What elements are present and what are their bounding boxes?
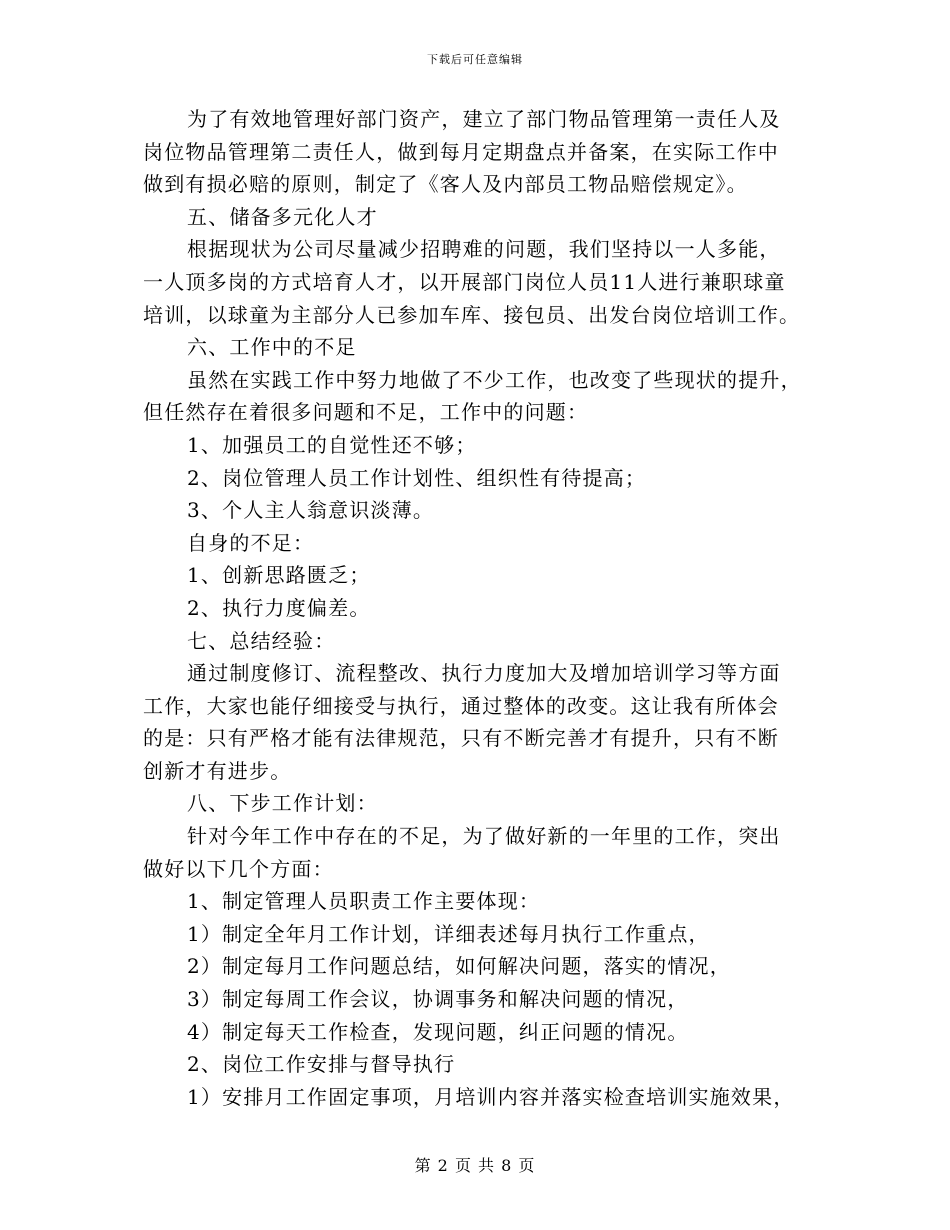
document-body <box>143 103 808 1113</box>
text-line: 针对今年工作中存在的不足，为了做好新的一年里的工作，突出 <box>187 824 781 849</box>
section-heading: 六、工作中的不足 <box>187 335 357 360</box>
text-line: 虽然在实践工作中努力地做了不少工作，也改变了些现状的提升， <box>187 367 802 392</box>
text-line: 一人顶多岗的方式培育人才，以开展部门岗位人员11人进行兼职球童 <box>143 269 786 294</box>
list-item: 2）制定每月工作问题总结，如何解决问题，落实的情况， <box>187 954 731 979</box>
list-item: 3）制定每周工作会议，协调事务和解决问题的情况， <box>187 987 689 1012</box>
text-line: 岗位物品管理第二责任人，做到每月定期盘点并备案，在实际工作中 <box>143 139 779 164</box>
page-footer: 第 2 页 共 8 页 <box>414 1156 536 1175</box>
text-line: 自身的不足： <box>187 530 315 555</box>
text-line: 做好以下几个方面： <box>143 856 334 881</box>
list-item: 1、加强员工的自觉性还不够； <box>187 432 477 457</box>
text-line: 做到有损必赔的原则，制定了《客人及内部员工物品赔偿规定》。 <box>143 172 748 197</box>
text-line: 通过制度修订、流程整改、执行力度加大及增加培训学习等方面 <box>187 661 781 686</box>
text-line: 工作，大家也能仔细接受与执行，通过整体的改变。这让我有所体会 <box>143 693 779 718</box>
list-item: 1、制定管理人员职责工作主要体现： <box>187 889 541 914</box>
list-item: 3、个人主人翁意识淡薄。 <box>187 498 435 523</box>
text-line: 为了有效地管理好部门资产，建立了部门物品管理第一责任人及 <box>187 107 781 131</box>
list-item: 2、岗位工作安排与督导执行 <box>187 1052 456 1077</box>
text-line: 培训，以球童为主部分人已参加车库、接包员、出发台岗位培训工作。 <box>143 302 801 327</box>
text-line: 创新才有进步。 <box>143 758 292 783</box>
list-item: 2、岗位管理人员工作计划性、组织性有待提高； <box>187 465 647 490</box>
text-line: 但任然存在着很多问题和不足，工作中的问题： <box>143 400 589 425</box>
section-heading: 七、总结经验： <box>187 628 336 653</box>
section-heading: 五、储备多元化人才 <box>187 204 378 229</box>
list-item: 4）制定每天工作检查，发现问题，纠正问题的情况。 <box>187 1019 689 1044</box>
section-heading: 八、下步工作计划： <box>187 791 378 816</box>
text-line: 的是：只有严格才能有法律规范，只有不断完善才有提升，只有不断 <box>143 726 779 751</box>
list-item: 1）安排月工作固定事项，月培训内容并落实检查培训实施效果， <box>187 1084 795 1109</box>
list-item: 1）制定全年月工作计划，详细表述每月执行工作重点， <box>187 921 710 946</box>
list-item: 2、执行力度偏差。 <box>187 595 371 620</box>
list-item: 1、创新思路匮乏； <box>187 563 371 588</box>
text-line: 根据现状为公司尽量减少招聘难的问题，我们坚持以一人多能， <box>187 237 781 262</box>
page-header: 下载后可任意编辑 <box>427 53 523 66</box>
